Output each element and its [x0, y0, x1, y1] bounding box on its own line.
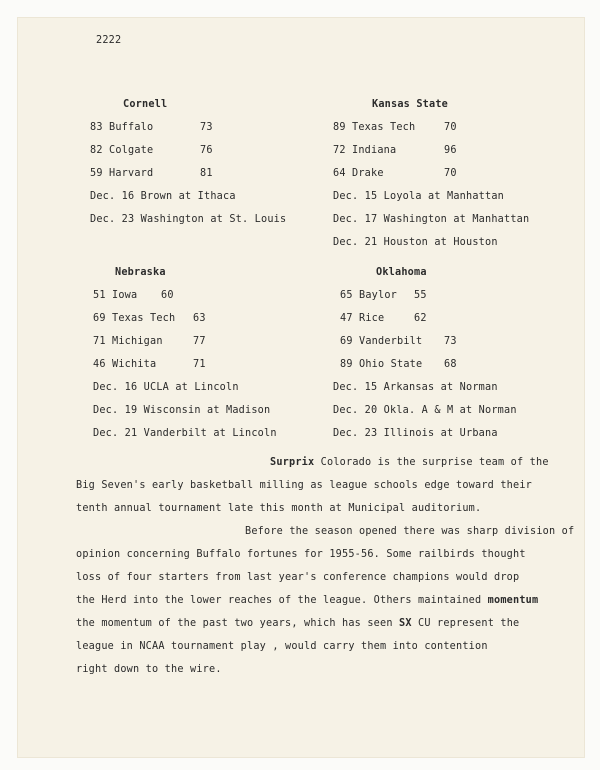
paragraph-1-line-1-text: Colorado is the surprise team of the [314, 457, 549, 468]
oklahoma-score-3: 73 [444, 336, 457, 347]
document-page [17, 17, 585, 758]
kansas-state-game-1: 89 Texas Tech [333, 122, 416, 133]
cornell-game-2: 82 Colgate [90, 145, 154, 156]
paragraph-1-line-1 [270, 457, 549, 469]
nebraska-schedule-2: Dec. 19 Wisconsin at Madison [93, 405, 271, 416]
oklahoma-score-4: 68 [444, 359, 457, 370]
cornell-score-2: 76 [200, 145, 213, 156]
struck-word-3: SX [399, 618, 412, 629]
paragraph-2-line-4 [76, 595, 538, 607]
oklahoma-schedule-2: Dec. 20 Okla. A & M at Norman [333, 405, 517, 416]
nebraska-schedule-1: Dec. 16 UCLA at Lincoln [93, 382, 239, 393]
nebraska-schedule-3: Dec. 21 Vanderbilt at Lincoln [93, 428, 277, 439]
oklahoma-heading: Oklahoma [376, 267, 427, 278]
oklahoma-game-4: 89 Ohio State [340, 359, 423, 370]
nebraska-score-4: 71 [193, 359, 206, 370]
kansas-state-score-2: 96 [444, 145, 457, 156]
cornell-game-1: 83 Buffalo [90, 122, 154, 133]
paragraph-2-line-7: right down to the wire. [76, 664, 222, 675]
struck-word-2: momentum [487, 595, 539, 606]
paragraph-2-line-5-a: the momentum of the past two years, which has seen [76, 618, 400, 629]
paragraph-1-line-2: Big Seven's early basketball milling as league schools edge toward their [76, 480, 533, 491]
cornell-schedule-1: Dec. 16 Brown at Ithaca [90, 191, 236, 202]
oklahoma-score-2: 62 [414, 313, 427, 324]
cornell-score-3: 81 [200, 168, 213, 179]
page-number: 2222 [96, 35, 122, 46]
oklahoma-game-2: 47 Rice [340, 313, 385, 324]
paragraph-2-line-5 [76, 618, 519, 630]
paragraph-1-line-3: tenth annual tournament late this month at Municipal auditorium. [76, 503, 482, 514]
kansas-state-schedule-1: Dec. 15 Loyola at Manhattan [333, 191, 505, 202]
kansas-state-game-3: 64 Drake [333, 168, 384, 179]
paragraph-2-line-4-text: the Herd into the lower reaches of the league. Others maintained [76, 595, 488, 606]
oklahoma-score-1: 55 [414, 290, 427, 301]
kansas-state-score-1: 70 [444, 122, 457, 133]
paragraph-2-line-6: league in NCAA tournament play , would carry them into contention [76, 641, 488, 652]
nebraska-score-2: 63 [193, 313, 206, 324]
paragraph-2-line-5-b: CU represent the [411, 618, 520, 629]
nebraska-game-2: 69 Texas Tech [93, 313, 176, 324]
nebraska-game-3: 71 Michigan [93, 336, 163, 347]
paragraph-2-line-2: opinion concerning Buffalo fortunes for 1955-56. Some railbirds thought [76, 549, 526, 560]
cornell-game-3: 59 Harvard [90, 168, 154, 179]
struck-word: Surprix [270, 457, 315, 468]
nebraska-score-1: 60 [161, 290, 174, 301]
kansas-state-score-3: 70 [444, 168, 457, 179]
cornell-score-1: 73 [200, 122, 213, 133]
kansas-state-schedule-2: Dec. 17 Washington at Manhattan [333, 214, 530, 225]
nebraska-game-1: 51 Iowa [93, 290, 138, 301]
oklahoma-game-1: 65 Baylor [340, 290, 398, 301]
cornell-schedule-2: Dec. 23 Washington at St. Louis [90, 214, 287, 225]
oklahoma-schedule-3: Dec. 23 Illinois at Urbana [333, 428, 498, 439]
paragraph-2-line-1: Before the season opened there was sharp division of [245, 526, 575, 537]
oklahoma-schedule-1: Dec. 15 Arkansas at Norman [333, 382, 498, 393]
nebraska-game-4: 46 Wichita [93, 359, 157, 370]
kansas-state-heading: Kansas State [372, 99, 449, 110]
cornell-heading: Cornell [123, 99, 168, 110]
paragraph-2-line-3: loss of four starters from last year's conference champions would drop [76, 572, 520, 583]
kansas-state-schedule-3: Dec. 21 Houston at Houston [333, 237, 498, 248]
kansas-state-game-2: 72 Indiana [333, 145, 397, 156]
nebraska-heading: Nebraska [115, 267, 166, 278]
nebraska-score-3: 77 [193, 336, 206, 347]
oklahoma-game-3: 69 Vanderbilt [340, 336, 423, 347]
